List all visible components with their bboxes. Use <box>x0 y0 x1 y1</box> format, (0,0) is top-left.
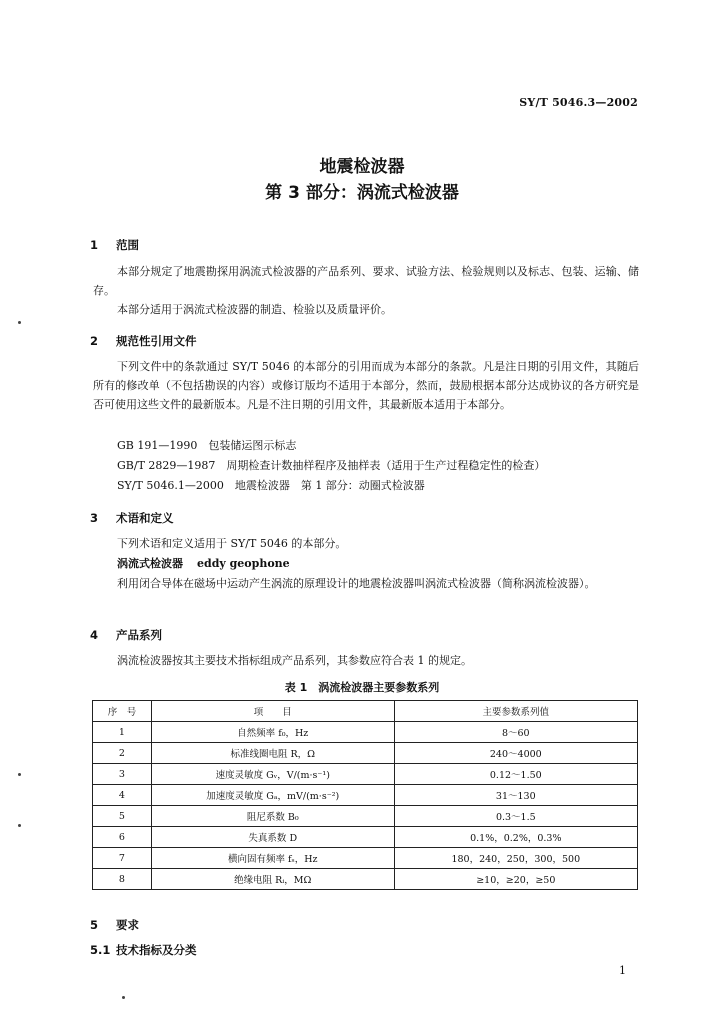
row-item: 速度灵敏度 Gᵥ，V/(m·s⁻¹) <box>151 764 394 785</box>
section-2-para-1: 下列文件中的条款通过 SY/T 5046 的本部分的引用而成为本部分的条款。凡是注日期的引用文件，其随后所有的修改单（不包括勘误的内容）或修订版均不适用于本部分，然而，鼓励根据本部分达成协议的各方研究是否可使用这些文件的最新版本。凡是不注日期的引用文件，其最新版本适用于本部分。 <box>93 360 639 411</box>
section-5-heading <box>90 917 139 933</box>
row-index: 2 <box>93 743 152 764</box>
section-1-para-2: 本部分适用于涡流式检波器的制造、检验以及质量评价。 <box>117 303 392 316</box>
section-1-para-1: 本部分规定了地震勘探用涡流式检波器的产品系列、要求、试验方法、检验规则以及标志、包装、运输、储存。 <box>93 265 639 297</box>
row-index: 4 <box>93 785 152 806</box>
section-title: 术语和定义 <box>116 511 174 525</box>
row-value: 180，240，250，300，500 <box>394 848 637 869</box>
section-title: 范围 <box>116 238 139 252</box>
row-index: 7 <box>93 848 152 869</box>
row-item: 加速度灵敏度 Gₐ，mV/(m·s⁻²) <box>151 785 394 806</box>
reference-item: SY/T 5046.1—2000 地震检波器 第 1 部分：动圈式检波器 <box>117 479 425 492</box>
table-row <box>93 848 638 869</box>
row-item: 自然频率 f₀，Hz <box>151 722 394 743</box>
section-3-heading <box>90 510 174 526</box>
table-row <box>93 764 638 785</box>
parameter-table <box>92 700 638 890</box>
table-row <box>93 785 638 806</box>
section-number: 1 <box>90 238 99 252</box>
row-value: 0.3～1.5 <box>394 806 637 827</box>
row-value: ≥10，≥20，≥50 <box>394 869 637 890</box>
row-item: 横向固有频率 fₛ，Hz <box>151 848 394 869</box>
row-item: 标准线圈电阻 R，Ω <box>151 743 394 764</box>
scan-speck <box>122 996 125 999</box>
section-2-heading <box>90 333 197 349</box>
section-5-1-heading <box>90 942 197 958</box>
row-value: 8～60 <box>394 722 637 743</box>
section-4-heading <box>90 627 162 643</box>
table-header-cell: 序 号 <box>93 701 152 722</box>
table-caption: 表 1 涡流检波器主要参数系列 <box>284 681 440 694</box>
table-header-cell: 项 目 <box>151 701 394 722</box>
table-row <box>93 743 638 764</box>
table-row <box>93 827 638 848</box>
standard-code: SY/T 5046.3—2002 <box>519 96 638 109</box>
table-header-row <box>93 701 638 722</box>
scan-speck <box>18 321 21 324</box>
term-definition: 利用闭合导体在磁场中运动产生涡流的原理设计的地震检波器叫涡流式检波器（简称涡流检波器）。 <box>117 577 596 590</box>
doc-title-line2: 第 3 部分：涡流式检波器 <box>265 183 459 203</box>
section-1-heading <box>90 237 139 253</box>
row-item: 阻尼系数 B₀ <box>151 806 394 827</box>
section-number: 2 <box>90 334 99 348</box>
table-header-cell: 主要参数系列值 <box>394 701 637 722</box>
table-row <box>93 722 638 743</box>
row-index: 6 <box>93 827 152 848</box>
section-number: 5.1 <box>90 943 111 957</box>
term-chinese: 涡流式检波器 <box>117 557 183 570</box>
row-value: 0.1%，0.2%，0.3% <box>394 827 637 848</box>
row-value: 240～4000 <box>394 743 637 764</box>
row-index: 8 <box>93 869 152 890</box>
row-value: 0.12～1.50 <box>394 764 637 785</box>
section-number: 4 <box>90 628 99 642</box>
row-item: 绝缘电阻 Rᵢ，MΩ <box>151 869 394 890</box>
scan-speck <box>18 824 21 827</box>
reference-item: GB 191—1990 包装储运图示标志 <box>117 439 297 452</box>
row-value: 31～130 <box>394 785 637 806</box>
section-3-para-1: 下列术语和定义适用于 SY/T 5046 的本部分。 <box>117 537 347 550</box>
row-index: 5 <box>93 806 152 827</box>
term-english: eddy geophone <box>197 557 290 570</box>
table-row <box>93 869 638 890</box>
row-index: 1 <box>93 722 152 743</box>
section-title: 产品系列 <box>116 628 162 642</box>
section-title: 规范性引用文件 <box>116 334 197 348</box>
section-title: 要求 <box>116 918 139 932</box>
doc-title-line1: 地震检波器 <box>319 157 405 177</box>
section-number: 3 <box>90 511 99 525</box>
section-title: 技术指标及分类 <box>116 943 197 957</box>
term-entry <box>117 555 290 571</box>
section-4-para-1: 涡流检波器按其主要技术指标组成产品系列，其参数应符合表 1 的规定。 <box>117 654 472 667</box>
row-index: 3 <box>93 764 152 785</box>
scan-speck <box>18 773 21 776</box>
reference-item: GB/T 2829—1987 周期检查计数抽样程序及抽样表（适用于生产过程稳定性的检查） <box>117 459 546 472</box>
section-number: 5 <box>90 918 99 932</box>
page-number: 1 <box>619 964 626 977</box>
table-row <box>93 806 638 827</box>
row-item: 失真系数 D <box>151 827 394 848</box>
